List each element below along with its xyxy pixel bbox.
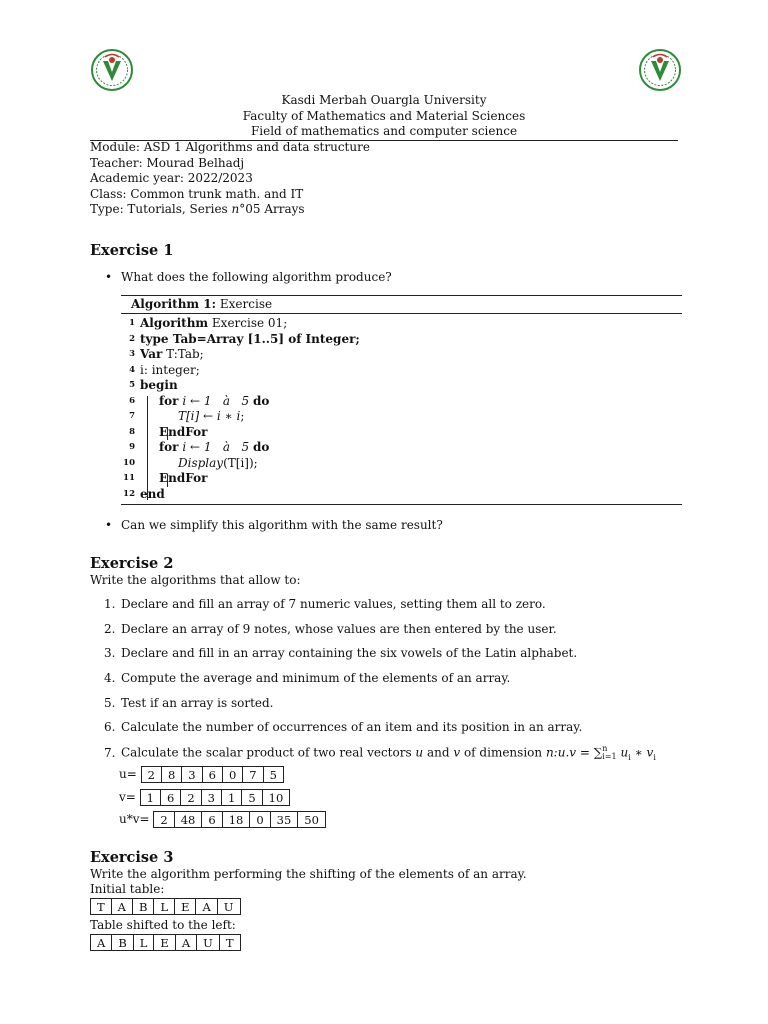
course-info <box>90 140 370 218</box>
cell: 2 <box>181 790 201 806</box>
item-number: 1. <box>104 597 116 611</box>
class-line: Class: Common trunk math. and IT <box>90 186 304 201</box>
cell: 0 <box>222 767 242 783</box>
cell: 50 <box>298 812 326 828</box>
vector-label: u= <box>119 767 137 781</box>
type-suffix: °05 Arrays <box>239 202 305 217</box>
algo-line-1 <box>121 316 682 332</box>
cell: A <box>196 899 217 915</box>
type-prefix: Type: Tutorials, Series <box>90 202 232 217</box>
cell: 6 <box>161 790 181 806</box>
algo-line-3 <box>121 347 682 363</box>
exercise-2-title: Exercise 2 <box>90 555 174 572</box>
vector-u-row <box>119 766 284 783</box>
cell: 8 <box>161 767 181 783</box>
algorithm-caption-text: Exercise <box>216 297 273 311</box>
sum-lower: i=1 <box>602 752 617 762</box>
vector-uv-row <box>119 811 326 828</box>
item-number: 3. <box>104 646 116 661</box>
line-number: 12 <box>123 488 135 499</box>
begin-block-bar <box>147 396 148 500</box>
line-number: 6 <box>129 395 135 406</box>
math-text: i ← 1 à 5 <box>178 440 253 454</box>
shifted-table-wrap <box>90 934 241 951</box>
exercise-3-intro: Write the algorithm performing the shifting of the elements of an array. <box>90 867 527 881</box>
cell: T <box>91 899 112 915</box>
keyword: do <box>252 440 270 454</box>
cell: 0 <box>250 812 270 828</box>
module-line: Module: ASD 1 Algorithms and data structure <box>90 140 370 154</box>
math-term: ∗ v <box>630 745 654 760</box>
sum-upper: n <box>602 744 608 754</box>
list-item <box>104 646 656 671</box>
algorithm-caption-label: Algorithm 1: <box>131 297 217 311</box>
question-text: Can we simplify this algorithm with the same result? <box>121 518 443 532</box>
math-u: u <box>415 745 424 760</box>
keyword: do <box>252 393 270 408</box>
line-number: 2 <box>129 333 135 344</box>
list-item <box>104 696 656 721</box>
algo-line-11 <box>121 471 682 487</box>
algo-line-4 <box>121 363 682 379</box>
math-sub: i <box>653 753 656 763</box>
item-text: Compute the average and minimum of the elements of an array. <box>121 671 511 686</box>
faculty-name: Faculty of Mathematics and Material Sciences <box>242 108 526 123</box>
exercise-1-title: Exercise 1 <box>90 242 174 259</box>
cell: 10 <box>262 790 290 806</box>
algo-line-6 <box>121 394 682 410</box>
line-number: 8 <box>129 426 135 437</box>
exercise-3-title: Exercise 3 <box>90 849 174 866</box>
initial-table <box>90 898 241 915</box>
university-logo-right <box>638 48 682 92</box>
cell: 6 <box>202 812 222 828</box>
shifted-table-label: Table shifted to the left: <box>90 918 236 932</box>
cell: 1 <box>140 790 160 806</box>
code-text: Exercise 01; <box>208 316 288 330</box>
list-item <box>104 671 656 696</box>
item-text: Test if an array is sorted. <box>121 695 274 710</box>
item-text: of dimension <box>460 745 546 760</box>
cell: B <box>112 935 133 951</box>
code-text: ; <box>240 409 245 423</box>
cell: L <box>154 899 175 915</box>
math-sub: i <box>628 753 631 763</box>
type-line <box>90 202 370 218</box>
math-v: v <box>453 745 461 760</box>
item-number: 4. <box>104 671 116 686</box>
math-text: Display <box>178 455 224 470</box>
algo-line-8 <box>121 425 682 441</box>
code-text: i: integer; <box>140 362 200 377</box>
item-number: 2. <box>104 621 116 636</box>
cell: A <box>111 899 132 915</box>
item-number: 7. <box>104 745 116 760</box>
math-text: i ← 1 à 5 <box>178 393 253 408</box>
cell: U <box>197 935 220 951</box>
exercise-1-question-1: • What does the following algorithm produce? <box>105 270 392 284</box>
line-number: 1 <box>129 318 135 328</box>
university-name: Kasdi Merbah Ouargla University <box>281 93 487 107</box>
keyword: EndFor <box>159 471 208 485</box>
code-text: T:Tab; <box>162 347 204 361</box>
university-logo-left <box>90 48 134 92</box>
vector-label: u*v= <box>119 812 150 826</box>
vector-v-row <box>119 789 290 806</box>
shifted-table <box>90 934 241 951</box>
list-item <box>104 622 656 647</box>
vector-u-table <box>141 766 284 783</box>
item-text: Calculate the number of occurrences of an item and its position in an array. <box>121 720 583 735</box>
teacher-line: Teacher: Mourad Belhadj <box>90 155 245 170</box>
cell: 35 <box>270 812 298 828</box>
line-number: 7 <box>129 411 135 421</box>
keyword: Var <box>140 347 163 361</box>
document-header <box>90 93 678 140</box>
cell: E <box>175 899 196 915</box>
algo-line-9 <box>121 440 682 456</box>
cell: A <box>91 935 112 951</box>
cell: 6 <box>202 767 222 783</box>
question-text: What does the following algorithm produce? <box>121 270 392 284</box>
cell: 7 <box>243 767 263 783</box>
field-name: Field of mathematics and computer science <box>250 124 518 138</box>
vector-label: v= <box>119 790 136 804</box>
line-number: 11 <box>123 473 135 483</box>
item-text: and <box>423 745 454 760</box>
item-number: 5. <box>104 695 116 710</box>
item-text: Declare an array of 9 notes, whose values are then entered by the user. <box>121 621 557 636</box>
vector-v-table <box>140 789 291 806</box>
math-term: u <box>616 745 629 760</box>
algo-line-2 <box>121 332 682 348</box>
type-n: n <box>231 202 240 217</box>
keyword: end <box>140 486 165 501</box>
for-block-bar <box>167 427 168 440</box>
cell: 18 <box>222 812 250 828</box>
cell: A <box>175 935 196 951</box>
initial-table-wrap <box>90 898 241 915</box>
list-item <box>104 720 656 745</box>
algo-line-10 <box>121 456 682 472</box>
cell: 2 <box>154 812 174 828</box>
exercise-2-list <box>104 597 656 770</box>
cell: 1 <box>221 790 241 806</box>
keyword: EndFor <box>159 424 208 439</box>
cell: 5 <box>242 790 262 806</box>
item-text: Declare and fill in an array containing the six vowels of the Latin alphabet. <box>121 646 578 661</box>
keyword: for <box>159 440 179 454</box>
for-block-bar <box>167 474 168 487</box>
list-item <box>104 597 656 622</box>
math-text: T[i] ← i ∗ i <box>178 409 241 423</box>
line-number: 4 <box>129 364 135 375</box>
math-formula: n:u.v = ∑ <box>545 745 603 760</box>
cell: T <box>219 935 240 951</box>
line-number: 10 <box>123 457 135 468</box>
algorithm-box <box>121 295 682 505</box>
cell: B <box>132 899 153 915</box>
cell: 2 <box>141 767 161 783</box>
algo-line-5 <box>121 378 682 394</box>
keyword: Algorithm <box>140 316 209 330</box>
algorithm-lines <box>121 314 682 505</box>
keyword: begin <box>140 378 178 392</box>
item-text: Calculate the scalar product of two real vectors <box>121 745 416 760</box>
cell: U <box>217 899 240 915</box>
keyword: for <box>159 393 179 408</box>
algo-line-12 <box>121 487 682 503</box>
exercise-1-question-2: • Can we simplify this algorithm with the same result? <box>105 518 443 532</box>
cell: 3 <box>201 790 221 806</box>
line-number: 9 <box>129 442 135 452</box>
cell: 48 <box>174 812 202 828</box>
item-text: Declare and fill an array of 7 numeric values, setting them all to zero. <box>121 597 546 611</box>
keyword: type Tab=Array [1..5] of Integer; <box>140 331 360 346</box>
item-number: 6. <box>104 720 116 735</box>
algo-line-7 <box>121 409 682 425</box>
line-number: 3 <box>129 349 135 359</box>
exercise-2-intro: Write the algorithms that allow to: <box>90 573 301 587</box>
year-line: Academic year: 2022/2023 <box>90 171 253 186</box>
line-number: 5 <box>129 380 135 390</box>
initial-table-label: Initial table: <box>90 882 165 896</box>
vector-uv-table <box>153 811 326 828</box>
cell: 3 <box>182 767 202 783</box>
cell: L <box>133 935 154 951</box>
code-text: (T[i]); <box>223 455 258 470</box>
cell: 5 <box>263 767 283 783</box>
cell: E <box>154 935 175 951</box>
algorithm-caption <box>121 295 682 314</box>
